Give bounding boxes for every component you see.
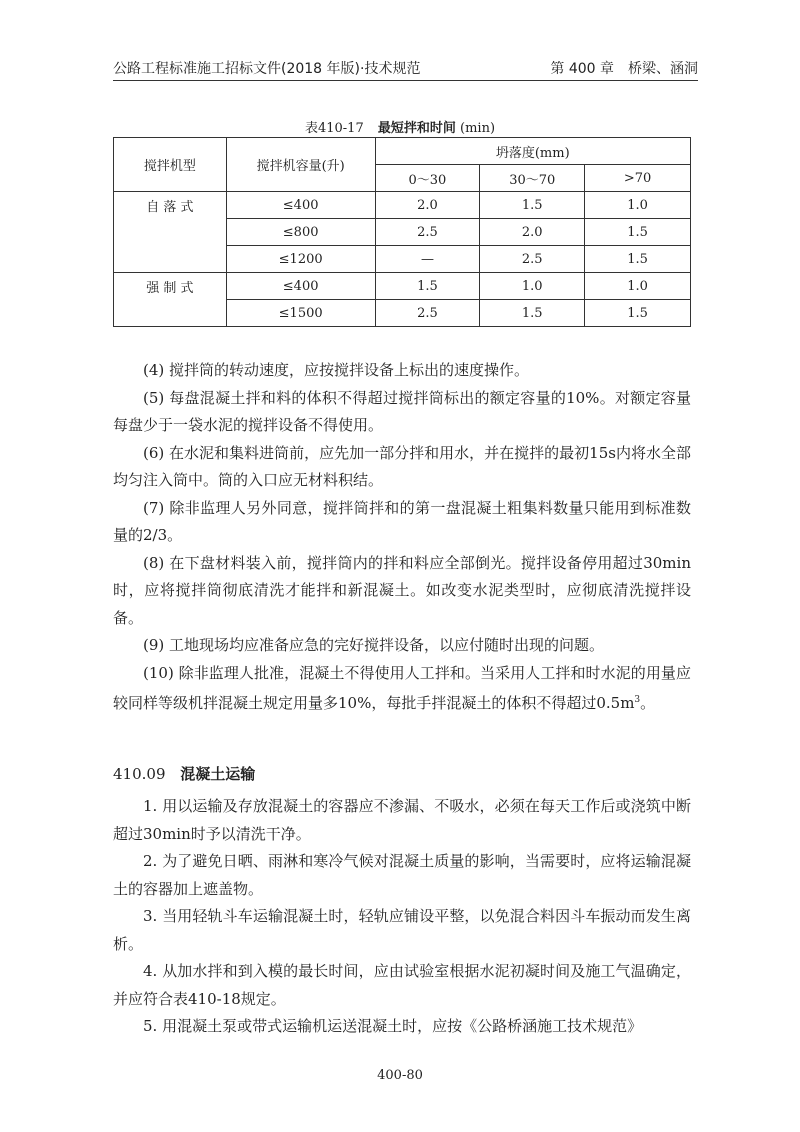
paragraph-10 xyxy=(113,660,691,718)
header-document-title: 公路工程标准施工招标文件(2018 年版)·技术规范 xyxy=(113,61,421,77)
table-row xyxy=(114,219,691,246)
page-number: 400-80 xyxy=(377,1068,423,1083)
value-cell: 2.5 xyxy=(375,300,480,327)
paragraph-10-tail: 。 xyxy=(640,694,656,712)
value-cell: 1.0 xyxy=(585,273,691,300)
paragraph: 2. 为了避免日晒、雨淋和寒冷气候对混凝土质量的影响，当需要时，应将运输混凝土的容器加上遮盖物。 xyxy=(113,852,691,898)
paragraph: (8) 在下盘材料装入前，搅拌筒内的拌和料应全部倒光。搅拌设备停用超过30min时，应将搅拌筒彻底清洗才能拌和新混凝土。如改变水泥类型时，应彻底清洗搅拌设备。 xyxy=(113,553,691,627)
capacity-cell: ≤1200 xyxy=(226,246,375,273)
value-cell: 2.5 xyxy=(480,246,585,273)
mixer-type-cell-empty xyxy=(114,246,227,273)
paragraph: (5) 每盘混凝土拌和料的体积不得超过搅拌筒标出的额定容量的10%。对额定容量每盘少于一袋水泥的搅拌设备不得使用。 xyxy=(113,388,691,434)
paragraph: (9) 工地现场均应准备应急的完好搅拌设备，以应付随时出现的问题。 xyxy=(143,636,605,654)
header-slump-range: 0～30 xyxy=(375,165,480,192)
mixer-type-cell: 强 制 式 xyxy=(114,273,227,300)
mixer-type-cell: 自 落 式 xyxy=(114,192,227,219)
header-mixer-type: 搅拌机型 xyxy=(114,138,227,192)
paragraph: 1. 用以运输及存放混凝土的容器应不渗漏、不吸水，必须在每天工作后或浇筑中断超过30min时予以清洗干净。 xyxy=(113,797,691,843)
value-cell: 1.0 xyxy=(585,192,691,219)
transport-paragraphs xyxy=(113,793,691,1041)
section-number: 410.09 xyxy=(113,765,166,783)
paragraph: (6) 在水泥和集料进筒前，应先加一部分拌和用水，并在搅拌的最初15s内将水全部均匀注入筒中。筒的入口应无材料积结。 xyxy=(113,443,691,489)
table-row xyxy=(114,246,691,273)
paragraph: 4. 从加水拌和到入模的最长时间，应由试验室根据水泥初凝时间及施工气温确定，并应符合表410-18规定。 xyxy=(113,962,691,1008)
capacity-cell: ≤400 xyxy=(226,192,375,219)
value-cell: 2.0 xyxy=(375,192,480,219)
value-cell: 1.5 xyxy=(480,192,585,219)
paragraph: (4) 搅拌筒的转动速度，应按搅拌设备上标出的速度操作。 xyxy=(143,361,530,379)
table-unit: (min) xyxy=(460,121,496,136)
table-title: 最短拌和时间 xyxy=(377,121,456,136)
capacity-cell: ≤800 xyxy=(226,219,375,246)
section-title: 混凝土运输 xyxy=(180,765,256,783)
value-cell: 1.5 xyxy=(375,273,480,300)
value-cell: 1.5 xyxy=(585,219,691,246)
table-row xyxy=(114,273,691,300)
mixing-time-table xyxy=(113,137,691,327)
capacity-cell: ≤1500 xyxy=(226,300,375,327)
value-cell: 1.5 xyxy=(585,300,691,327)
paragraph: 5. 用混凝土泵或带式运输机运送混凝土时，应按《公路桥涵施工技术规范》 xyxy=(143,1017,643,1035)
table-caption xyxy=(0,117,800,136)
header-slump: 坍落度(mm) xyxy=(375,138,690,165)
paragraph: (7) 除非监理人另外同意，搅拌筒拌和的第一盘混凝土粗集料数量只能用到标准数量的2/3。 xyxy=(113,498,691,544)
section-heading xyxy=(113,763,255,784)
value-cell: — xyxy=(375,246,480,273)
header-slump-range: >70 xyxy=(585,165,691,192)
mixing-paragraphs xyxy=(113,357,691,718)
capacity-cell: ≤400 xyxy=(226,273,375,300)
value-cell: 2.0 xyxy=(480,219,585,246)
header-chapter: 第 400 章 桥梁、涵洞 xyxy=(550,61,698,77)
table-label: 表410-17 xyxy=(304,121,364,136)
value-cell: 1.5 xyxy=(585,246,691,273)
value-cell: 2.5 xyxy=(375,219,480,246)
header-slump-range: 30～70 xyxy=(480,165,585,192)
value-cell: 1.0 xyxy=(480,273,585,300)
value-cell: 1.5 xyxy=(480,300,585,327)
superscript-3: 3 xyxy=(634,695,641,705)
header-mixer-capacity: 搅拌机容量(升) xyxy=(226,138,375,192)
table-row xyxy=(114,192,691,219)
paragraph: 3. 当用轻轨斗车运输混凝土时，轻轨应铺设平整，以免混合料因斗车振动而发生离析。 xyxy=(113,907,691,953)
mixer-type-cell-empty xyxy=(114,219,227,246)
mixer-type-cell-empty xyxy=(114,300,227,327)
paragraph-10-text: (10) 除非监理人批准，混凝土不得使用人工拌和。当采用人工拌和时水泥的用量应较同样等级机拌混凝土规定用量多10%，每批手拌混凝土的体积不得超过0.5m xyxy=(113,663,691,712)
page-header xyxy=(113,48,698,81)
table-row xyxy=(114,300,691,327)
